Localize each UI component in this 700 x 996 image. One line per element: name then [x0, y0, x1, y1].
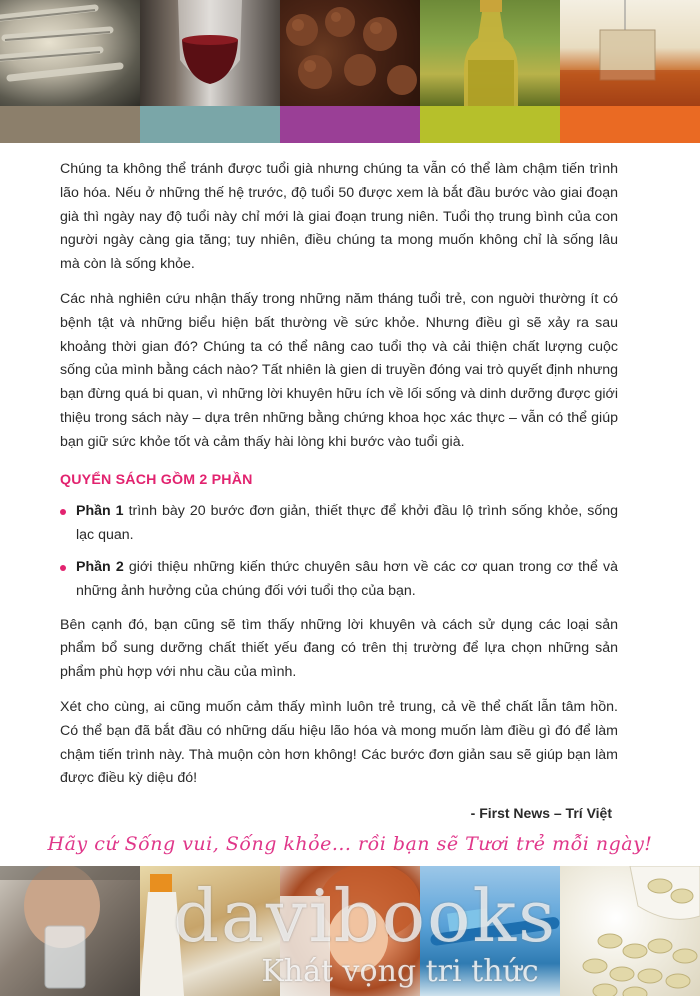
part-text: trình bày 20 bước đơn giản, thiết thực để khởi đầu lộ trình sống khỏe, sống lạc quan.: [76, 503, 618, 544]
part-label: Phần 2: [76, 558, 124, 575]
olive-oil-photo: [420, 0, 560, 106]
watermark-brand: davibooks: [172, 874, 558, 958]
watermark-slogan: Khát vọng tri thức: [261, 954, 539, 989]
part-text: giới thiệu những kiến thức chuyên sâu hơn về các cơ quan trong cơ thể và những ảnh hưởng của chúng đối với tuổi thọ của bạn.: [76, 558, 618, 599]
wine-glass-illustration: [140, 0, 280, 106]
photo-tile-tea: [560, 0, 700, 143]
tea-photo: [560, 0, 700, 106]
photo-tile-olive-oil: [420, 0, 560, 143]
color-band: [140, 106, 280, 143]
article-body: [60, 158, 618, 826]
photo-tile-fish: [0, 0, 140, 143]
section-title: QUYỂN SÁCH GỒM 2 PHẦN: [60, 471, 253, 488]
parts-list: [60, 500, 618, 603]
bullet-dot-icon: [60, 565, 66, 571]
list-item: [60, 556, 618, 604]
fish-photo: [0, 0, 140, 106]
man-drinking-photo: [0, 866, 140, 996]
photo-tile-man: [0, 866, 140, 996]
color-band: [0, 106, 140, 143]
fish-illustration: [0, 0, 140, 106]
tea-bag-illustration: [560, 0, 700, 106]
photo-tile-chocolate: [280, 0, 420, 143]
chocolate-photo: [280, 0, 420, 106]
top-photo-strip: [0, 0, 700, 143]
oil-bottle-illustration: [420, 0, 560, 106]
part-label: Phần 1: [76, 503, 124, 520]
photo-tile-wine: [140, 0, 280, 143]
paragraph: Chúng ta không thể tránh được tuổi già nhưng chúng ta vẫn có thể làm chậm tiến trình lão hóa. Nếu ở những thế hệ trước, độ tuổi 50 được xem là bắt đầu bước vào giai đoạn già thì ngày nay độ tuổi này chỉ mới là giai đoạn trung niên. Tuổi thọ trung bình của con người ngày càng gia tăng; tuy nhiên, điều chúng ta mong muốn không chỉ là sống lâu mà còn là sống khỏe.: [60, 161, 618, 273]
wine-photo: [140, 0, 280, 106]
man-illustration: [0, 866, 140, 996]
color-band: [560, 106, 700, 143]
paragraph: Xét cho cùng, ai cũng muốn cảm thấy mình luôn trẻ trung, cả về thể chất lẫn tâm hồn. Có thể bạn đã bắt đầu có những dấu hiệu lão hóa và mong muốn làm điều gì đó để làm chậm tiến trình này. Thà muộn còn hơn không! Các bước đơn giản sau sẽ giúp bạn làm được điều kỳ diệu đó!: [60, 698, 618, 787]
signature: - First News – Trí Việt: [470, 805, 612, 822]
paragraph: Bên cạnh đó, bạn cũng sẽ tìm thấy những lời khuyên và cách sử dụng các loại sản phẩm bổ sung dưỡng chất thiết yếu đang có trên thị trường để lựa chọn những sản phẩm phù hợp với nhu cầu của mình.: [60, 616, 618, 681]
chocolate-illustration: [280, 0, 420, 106]
color-band: [420, 106, 560, 143]
list-item: [60, 500, 618, 548]
tagline: Hãy cứ Sống vui, Sống khỏe... rồi bạn sẽ Tươi trẻ mỗi ngày!: [47, 833, 653, 855]
bullet-dot-icon: [60, 509, 66, 515]
paragraph: Các nhà nghiên cứu nhận thấy trong những năm tháng tuổi trẻ, con nguời thường ít có bệnh tật và những biểu hiện bất thường về sức khỏe. Nhưng điều gì sẽ xảy ra sau khoảng thời gian đó? Chúng ta có thể nâng cao tuổi thọ và cải thiện chất lượng cuộc sống của mình bằng cách nào? Tất nhiên là gien di truyền đóng vai trò quyết định nhưng bạn đừng quá bi quan, vì những lời khuyên hữu ích về lối sống và dinh dưỡng được giới thiệu trong sách này – dựa trên những bằng chứng khoa học xác thực – vẫn có thể giúp bạn giữ sức khỏe tốt và cảm thấy hài lòng khi bước vào tuổi già.: [60, 290, 618, 450]
color-band: [280, 106, 420, 143]
